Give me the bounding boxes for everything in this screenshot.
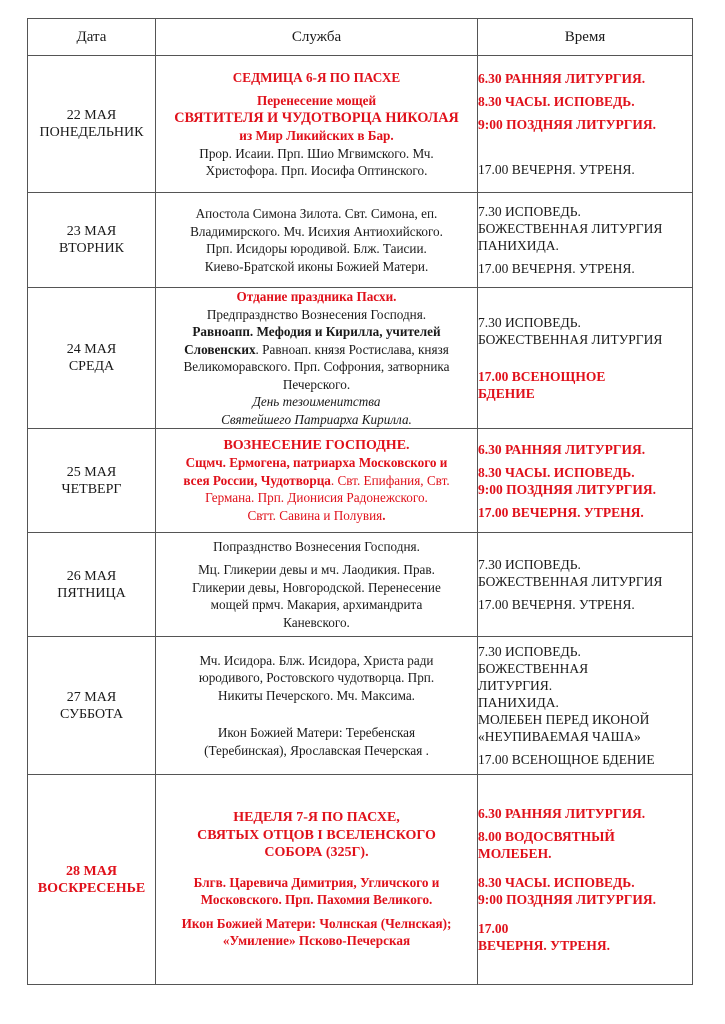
time-line: МОЛЕБЕН ПЕРЕД ИКОНОЙ xyxy=(478,712,650,727)
table-row xyxy=(28,533,693,637)
service-cell xyxy=(156,56,478,193)
service-line: Прп. Исидоры юродивой. Блж. Таисии. xyxy=(206,241,427,256)
date-weekday: ВТОРНИК xyxy=(59,241,124,256)
service-line: Печерского. xyxy=(282,376,351,392)
service-line: Предпразднство Вознесения Господня. xyxy=(206,306,427,322)
service-line: мощей прмч. Макария, архимандрита xyxy=(210,597,423,613)
service-line: Прор. Исаии. Прп. Шио Мгвимского. Мч. xyxy=(199,145,434,161)
service-line: Киево-Братской иконы Божией Матери. xyxy=(204,258,429,274)
date-weekday: ПОНЕДЕЛЬНИК xyxy=(39,125,144,140)
time-line: ЛИТУРГИЯ. xyxy=(478,678,553,693)
time-line: 7.30 ИСПОВЕДЬ. xyxy=(478,644,581,659)
service-line xyxy=(156,507,477,525)
service-line: Гликерии девы, Новгородской. Перенесение xyxy=(192,579,441,595)
date-cell xyxy=(28,193,156,288)
time-line: 7.30 ИСПОВЕДЬ. xyxy=(478,557,581,572)
service-line: Германа. Прп. Дионисия Радонежского. xyxy=(205,490,428,506)
saint-name: Словенских xyxy=(184,341,256,357)
time-cell xyxy=(478,775,693,985)
date-day: 25 МАЯ xyxy=(66,464,117,480)
service-line: Сщмч. Ермогена, патриарха Московского и xyxy=(185,455,448,471)
date-cell xyxy=(28,56,156,193)
service-line: Мч. Исидора. Блж. Исидора, Христа ради xyxy=(199,652,434,668)
service-cell xyxy=(156,429,478,533)
service-line: «Умиление» Псково-Печерская xyxy=(222,933,411,949)
service-line: Икон Божией Матери: Теребенская xyxy=(217,725,416,741)
time-line: 8.30 ЧАСЫ. ИСПОВЕДЬ. xyxy=(478,875,635,890)
date-weekday: ЧЕТВЕРГ xyxy=(61,481,122,497)
time-line: 17.00 ВСЕНОЩНОЕ xyxy=(478,369,606,384)
time-line: 6.30 РАННЯЯ ЛИТУРГИЯ. xyxy=(478,806,646,821)
time-line: 17.00 ВЕЧЕРНЯ. УТРЕНЯ. xyxy=(478,597,635,612)
date-cell xyxy=(28,637,156,775)
time-line: «НЕУПИВАЕМАЯ ЧАША» xyxy=(478,729,641,744)
time-line: 7.30 ИСПОВЕДЬ. xyxy=(478,315,581,330)
service-line: Великоморавского. Прп. Софрония, затворника xyxy=(183,359,450,374)
feast-title: ВОЗНЕСЕНИЕ ГОСПОДНЕ. xyxy=(223,437,410,453)
service-line: Никиты Печерского. Мч. Максима. xyxy=(218,687,415,703)
time-cell xyxy=(478,533,693,637)
time-line: 17.00 ВЕЧЕРНЯ. УТРЕНЯ. xyxy=(478,261,635,276)
feast-title: НЕДЕЛЯ 7-Я ПО ПАСХЕ, xyxy=(233,810,400,826)
service-line: Икон Божией Матери: Чолнская (Челнская); xyxy=(181,915,452,931)
table-row xyxy=(28,193,693,288)
time-line: БОЖЕСТВЕННАЯ xyxy=(478,661,589,676)
time-line: 8.30 ЧАСЫ. ИСПОВЕДЬ. xyxy=(478,94,635,109)
time-line: 17.00 xyxy=(478,921,509,936)
time-line: 17.00 ВСЕНОЩНОЕ БДЕНИЕ xyxy=(478,752,655,767)
service-line: Апостола Симона Зилота. Свт. Симона, еп. xyxy=(195,206,438,221)
feast-title: СВЯТЫХ ОТЦОВ I ВСЕЛЕНСКОГО xyxy=(197,827,436,843)
service-line xyxy=(156,341,477,359)
header-service: Служба xyxy=(156,19,478,56)
date-day: 22 МАЯ xyxy=(66,108,117,123)
service-text: Свтт. Савина и Полувия xyxy=(247,507,383,523)
service-cell xyxy=(156,533,478,637)
feast-title: СОБОРА (325Г). xyxy=(264,845,369,861)
service-text: . Свт. Епифания, Свт. xyxy=(330,472,450,488)
time-line: 9:00 ПОЗДНЯЯ ЛИТУРГИЯ. xyxy=(478,117,657,132)
time-line: 17.00 ВЕЧЕРНЯ. УТРЕНЯ. xyxy=(478,162,635,177)
time-cell xyxy=(478,637,693,775)
service-text: . xyxy=(382,507,386,523)
date-cell xyxy=(28,775,156,985)
table-row xyxy=(28,288,693,429)
date-cell xyxy=(28,429,156,533)
service-line: Перенесение мощей xyxy=(256,93,377,108)
header-row xyxy=(28,19,693,56)
feast-title: СЕДМИЦА 6-Я ПО ПАСХЕ xyxy=(232,69,401,85)
time-line: БОЖЕСТВЕННАЯ ЛИТУРГИЯ xyxy=(478,221,663,236)
service-cell xyxy=(156,193,478,288)
service-line: Мц. Гликерии девы и мч. Лаодикия. Прав. xyxy=(198,562,435,578)
time-line: 7.30 ИСПОВЕДЬ. xyxy=(478,204,581,219)
time-line: БОЖЕСТВЕННАЯ ЛИТУРГИЯ xyxy=(478,332,663,347)
time-cell xyxy=(478,288,693,429)
time-line: 9:00 ПОЗДНЯЯ ЛИТУРГИЯ. xyxy=(478,481,657,497)
time-line: 17.00 ВЕЧЕРНЯ. УТРЕНЯ. xyxy=(478,504,644,520)
date-weekday: ВОСКРЕСЕНЬЕ xyxy=(37,880,146,896)
service-line: (Теребинская), Ярославская Печерская . xyxy=(204,742,429,758)
service-line: Равноапп. Мефодия и Кирилла, учителей xyxy=(192,324,441,339)
service-line: День тезоименитства xyxy=(252,394,381,409)
service-line: Московского. Прп. Пахомия Великого. xyxy=(200,892,433,908)
service-line: Владимирского. Мч. Исихия Антиохийского. xyxy=(190,223,443,239)
table-row xyxy=(28,775,693,985)
time-line: МОЛЕБЕН. xyxy=(478,846,552,861)
time-line: БДЕНИЕ xyxy=(478,386,535,401)
header-time: Время xyxy=(478,19,693,56)
table-row xyxy=(28,56,693,193)
service-line: юродивого, Ростовского чудотворца. Прп. xyxy=(198,670,435,686)
service-cell xyxy=(156,637,478,775)
service-line xyxy=(156,472,477,490)
time-line: ПАНИХИДА. xyxy=(478,238,559,253)
date-weekday: СРЕДА xyxy=(68,359,115,374)
header-date: Дата xyxy=(28,19,156,56)
saint-name: всея России, Чудотворца xyxy=(183,472,331,488)
time-line: ПАНИХИДА. xyxy=(478,695,559,710)
date-day: 26 МАЯ xyxy=(66,568,117,584)
date-day: 28 МАЯ xyxy=(66,863,117,879)
time-line: БОЖЕСТВЕННАЯ ЛИТУРГИЯ xyxy=(478,574,663,589)
date-cell xyxy=(28,533,156,637)
service-line: Попразднство Вознесения Господня. xyxy=(213,538,420,554)
service-line: Блгв. Царевича Димитрия, Угличского и xyxy=(193,874,440,890)
time-cell xyxy=(478,56,693,193)
time-cell xyxy=(478,429,693,533)
date-cell xyxy=(28,288,156,429)
service-line: из Мир Ликийских в Бар. xyxy=(239,128,394,143)
time-cell xyxy=(478,193,693,288)
service-line: СВЯТИТЕЛЯ И ЧУДОТВОРЦА НИКОЛАЯ xyxy=(174,109,459,126)
time-line: 6.30 РАННЯЯ ЛИТУРГИЯ. xyxy=(478,71,646,86)
date-weekday: СУББОТА xyxy=(59,706,124,722)
date-weekday: ПЯТНИЦА xyxy=(57,585,126,601)
service-line: Каневского. xyxy=(283,614,350,630)
schedule-table xyxy=(27,18,693,985)
date-day: 23 МАЯ xyxy=(66,224,117,239)
table-row xyxy=(28,429,693,533)
service-line: Христофора. Прп. Иосифа Оптинского. xyxy=(205,163,428,178)
time-line: 9:00 ПОЗДНЯЯ ЛИТУРГИЯ. xyxy=(478,892,657,907)
service-cell xyxy=(156,288,478,429)
service-cell xyxy=(156,775,478,985)
date-day: 27 МАЯ xyxy=(66,689,117,705)
time-line: ВЕЧЕРНЯ. УТРЕНЯ. xyxy=(478,938,610,953)
table-row xyxy=(28,637,693,775)
time-line: 8.00 ВОДОСВЯТНЫЙ xyxy=(478,829,615,844)
time-line: 6.30 РАННЯЯ ЛИТУРГИЯ. xyxy=(478,441,646,457)
time-line: 8.30 ЧАСЫ. ИСПОВЕДЬ. xyxy=(478,464,635,480)
feast-title: Отдание праздника Пасхи. xyxy=(236,289,397,304)
service-line: Святейшего Патриарха Кирилла. xyxy=(221,411,412,427)
date-day: 24 МАЯ xyxy=(66,342,117,357)
service-text: . Равноап. князя Ростислава, князя xyxy=(255,341,449,357)
